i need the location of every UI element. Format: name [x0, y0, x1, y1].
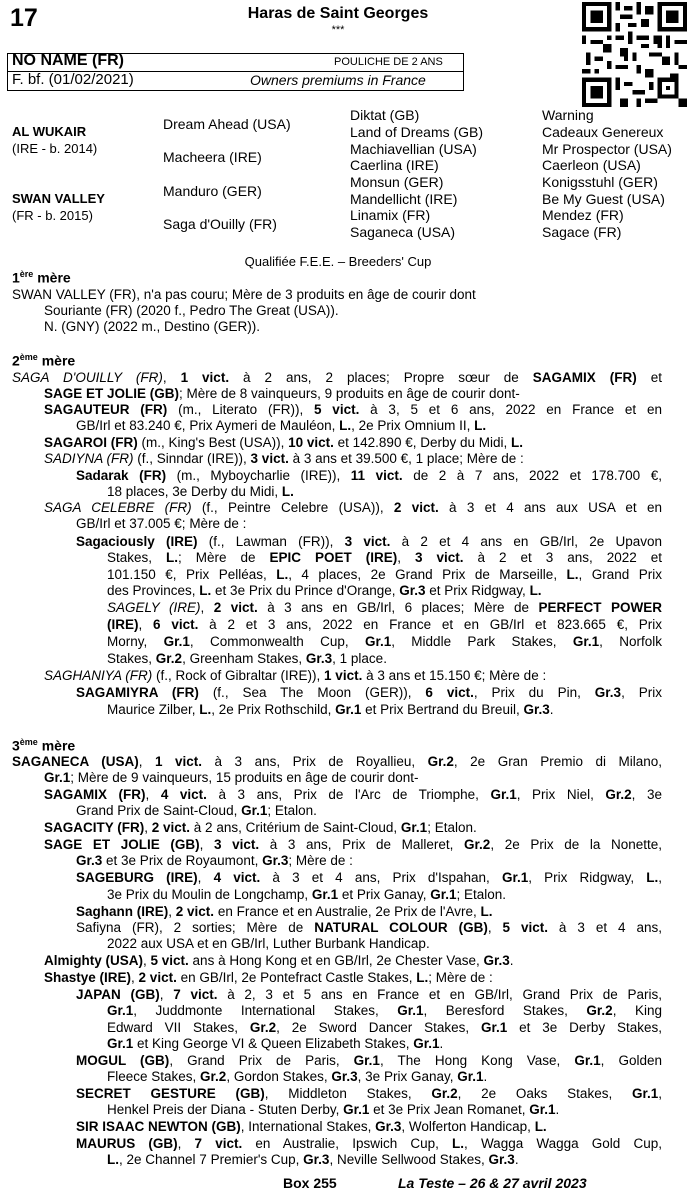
second-dam-heading: 2ème mère: [12, 352, 76, 369]
produce-line: Grand Prix de Saint-Cloud, Gr.1; Etalon.: [76, 803, 317, 818]
pedigree-gen3: Caerlina (IRE): [350, 157, 439, 173]
produce-line: Fleece Stakes, Gr.2, Gordon Stakes, Gr.3, 3e Prix Ganay, Gr.1.: [107, 1069, 488, 1084]
pedigree-gen4: Konigsstuhl (GER): [542, 174, 658, 190]
produce-line: GB/Irl et 37.005 €; Mère de :: [76, 516, 247, 531]
produce-line: SAGACITY (FR), 2 vict. à 2 ans, Critérium de Saint-Cloud, Gr.1; Etalon.: [44, 820, 477, 835]
produce-line: Henkel Preis der Diana - Stuten Derby, Gr.1 et 3e Prix Jean Romanet, Gr.1.: [107, 1102, 560, 1117]
pedigree-gen4: Caerleon (USA): [542, 157, 641, 173]
pedigree-dam: SWAN VALLEY: [12, 191, 105, 206]
produce-line: SADIYNA (FR) (f., Sinndar (IRE)), 3 vict. à 3 ans et 39.500 €, 1 place; Mère de :: [44, 451, 524, 466]
produce-line: 18 places, 3e Derby du Midi, L.: [107, 484, 294, 499]
pedigree-gen4: Be My Guest (USA): [542, 191, 665, 207]
box-number: Box 255: [283, 1175, 337, 1191]
first-dam-line: SWAN VALLEY (FR), n'a pas couru; Mère de 3 produits en âge de courir dont: [12, 287, 476, 302]
owners-premiums: Owners premiums in France: [250, 72, 426, 88]
vendor-name: Haras de Saint Georges: [247, 5, 429, 22]
produce-line: 3e Prix du Moulin de Longchamp, Gr.1 et Prix Ganay, Gr.1; Etalon.: [107, 887, 507, 902]
produce-line: SAGAMIX (FR), 4 vict. à 3 ans, Prix de l'Arc de Triomphe, Gr.1, Prix Niel, Gr.2, 3e: [44, 787, 662, 802]
pedigree-sire-info: (IRE - b. 2014): [12, 141, 98, 156]
pedigree-dam-info: (FR - b. 2015): [12, 208, 93, 223]
produce-line: GB/Irl et 83.240 €, Prix Aymeri de Mauléon, L., 2e Prix Omnium II, L.: [76, 418, 487, 433]
produce-line: Gr.1; Mère de 9 vainqueurs, 15 produits en âge de courir dont-: [44, 770, 419, 785]
pedigree-gen4: Sagace (FR): [542, 224, 622, 240]
produce-line: SAGHANIYA (FR) (f., Rock of Gibraltar (IRE)), 1 vict. à 3 ans et 15.150 €; Mère de :: [44, 668, 547, 683]
first-dam-heading: 1ère mère: [12, 269, 71, 286]
produce-line: SAGEBURG (IRE), 4 vict. à 3 et 4 ans, Prix d'Ispahan, Gr.1, Prix Ridgway, L.,: [76, 870, 663, 885]
horse-description: F. bf. (01/02/2021): [12, 71, 134, 88]
produce-line: SAGAMIYRA (FR) (f., Sea The Moon (GER)), 6 vict., Prix du Pin, Gr.3, Prix: [76, 685, 662, 700]
produce-line: Gr.1 et King George VI & Queen Elizabeth Stakes, Gr.1.: [107, 1036, 444, 1051]
sale-place-date: La Teste – 26 & 27 avril 2023: [398, 1175, 587, 1191]
pedigree-sire: AL WUKAIR: [12, 124, 87, 139]
produce-line: MAURUS (GB), 7 vict. en Australie, Ipswich Cup, L., Wagga Wagga Gold Cup,: [76, 1136, 662, 1151]
produce-line: SAGELY (IRE), 2 vict. à 3 ans en GB/Irl, 6 places; Mère de PERFECT POWER: [107, 600, 662, 615]
pedigree-gen3: Monsun (GER): [350, 174, 444, 190]
vendor-stars: ***: [331, 24, 345, 36]
pedigree-gen3: Saganeca (USA): [350, 224, 456, 240]
produce-line: SECRET GESTURE (GB), Middleton Stakes, Gr.2, 2e Oaks Stakes, Gr.1,: [76, 1086, 663, 1101]
produce-line: des Provinces, L. et 3e Prix du Prince d'Orange, Gr.3 et Prix Ridgway, L.: [107, 583, 542, 598]
pedigree-gen2: Macheera (IRE): [163, 149, 262, 165]
first-dam-line: Souriante (FR) (2020 f., Pedro The Great (USA)).: [44, 303, 339, 318]
pedigree-gen3: Linamix (FR): [350, 207, 431, 223]
pedigree-gen3: Machiavellian (USA): [350, 141, 477, 157]
produce-line: 2022 aux USA et en GB/Irl, Luther Burbank Handicap.: [107, 936, 430, 951]
first-dam-line: N. (GNY) (2022 m., Destino (GER)).: [44, 319, 261, 334]
produce-line: Safiyna (FR), 2 sorties; Mère de NATURAL COLOUR (GB), 5 vict. à 3 et 4 ans,: [76, 920, 662, 935]
pedigree-gen4: Cadeaux Genereux: [542, 124, 664, 140]
produce-line: Almighty (USA), 5 vict. ans à Hong Kong et en GB/Irl, 2e Chester Vase, Gr.3.: [44, 953, 514, 968]
pedigree-gen3: Mandellicht (IRE): [350, 191, 458, 207]
qr-code: [582, 2, 687, 107]
pedigree-gen4: Mendez (FR): [542, 207, 624, 223]
produce-line: (IRE), 6 vict. à 2 et 3 ans, 2022 en France et en GB/Irl et 823.665 €, Prix: [107, 617, 662, 632]
produce-line: Saghann (IRE), 2 vict. en France et en Australie, 2e Prix de l'Avre, L.: [76, 904, 493, 919]
produce-line: SAGAUTEUR (FR) (m., Literato (FR)), 5 vict. à 3, 5 et 6 ans, 2022 en France et en: [44, 402, 662, 417]
third-dam-heading: 3ème mère: [12, 737, 76, 754]
produce-line: SAGANECA (USA), 1 vict. à 3 ans, Prix de Royallieu, Gr.2, 2e Gran Premio di Milano,: [12, 754, 662, 769]
pedigree-gen2: Dream Ahead (USA): [163, 116, 291, 132]
pedigree-gen2: Manduro (GER): [163, 183, 262, 199]
produce-line: Gr.3 et 3e Prix de Royaumont, Gr.3; Mère de :: [76, 853, 353, 868]
pedigree-gen4: Warning: [542, 107, 594, 123]
produce-line: Edward VII Stakes, Gr.2, 2e Sword Dancer Stakes, Gr.1 et 3e Derby Stakes,: [107, 1020, 663, 1035]
produce-line: Morny, Gr.1, Commonwealth Cup, Gr.1, Middle Park Stakes, Gr.1, Norfolk: [107, 634, 662, 649]
produce-line: 101.150 €, Prix Pelléas, L., 4 places, 2e Grand Prix de Marseille, L., Grand Prix: [107, 567, 662, 582]
produce-line: SAGAROI (FR) (m., King's Best (USA)), 10 vict. et 142.890 €, Derby du Midi, L.: [44, 435, 523, 450]
produce-line: Shastye (IRE), 2 vict. en GB/Irl, 2e Pontefract Castle Stakes, L.; Mère de :: [44, 970, 493, 985]
produce-line: Stakes, L.; Mère de EPIC POET (IRE), 3 vict. à 2 et 3 ans, 2022 et: [107, 550, 662, 565]
produce-line: Sagaciously (IRE) (f., Lawman (FR)), 3 vict. à 2 et 4 ans en GB/Irl, 2e Upavon: [76, 534, 662, 549]
produce-line: SAGA CELEBRE (FR) (f., Peintre Celebre (USA)), 2 vict. à 3 et 4 ans aux USA et en: [44, 500, 662, 515]
produce-line: SIR ISAAC NEWTON (GB), International Stakes, Gr.3, Wolferton Handicap, L.: [76, 1119, 547, 1134]
pedigree-gen4: Mr Prospector (USA): [542, 141, 672, 157]
pedigree-gen2: Saga d'Ouilly (FR): [163, 216, 277, 232]
horse-sex-age: POULICHE DE 2 ANS: [334, 56, 443, 68]
horse-name: NO NAME (FR): [12, 52, 124, 69]
lot-number: 17: [10, 4, 38, 32]
produce-line: Sadarak (FR) (m., Myboycharlie (IRE)), 11 vict. de 2 à 7 ans, 2022 et 178.700 €,: [76, 468, 662, 483]
produce-line: JAPAN (GB), 7 vict. à 2, 3 et 5 ans en France et en GB/Irl, Grand Prix de Paris,: [76, 987, 662, 1002]
produce-line: Gr.1, Juddmonte International Stakes, Gr.1, Beresford Stakes, Gr.2, King: [107, 1003, 662, 1018]
produce-line: MOGUL (GB), Grand Prix de Paris, Gr.1, The Hong Kong Vase, Gr.1, Golden: [76, 1053, 662, 1068]
produce-line: SAGE ET JOLIE (GB); Mère de 8 vainqueurs, 9 produits en âge de courir dont-: [44, 386, 520, 401]
pedigree-gen3: Land of Dreams (GB): [350, 124, 484, 140]
produce-line: SAGA D'OUILLY (FR), 1 vict. à 2 ans, 2 places; Propre sœur de SAGAMIX (FR) et: [12, 370, 662, 385]
produce-line: Maurice Zilber, L., 2e Prix Rothschild, Gr.1 et Prix Bertrand du Breuil, Gr.3.: [107, 702, 554, 717]
pedigree-gen3: Diktat (GB): [350, 107, 420, 123]
produce-line: Stakes, Gr.2, Greenham Stakes, Gr.3, 1 place.: [107, 651, 387, 666]
qualification-line: Qualifiée F.E.E. – Breeders' Cup: [244, 254, 432, 269]
produce-line: SAGE ET JOLIE (GB), 3 vict. à 3 ans, Prix de Malleret, Gr.2, 2e Prix de la Nonette,: [44, 837, 662, 852]
produce-line: L., 2e Channel 7 Premier's Cup, Gr.3, Neville Sellwood Stakes, Gr.3.: [107, 1152, 519, 1167]
